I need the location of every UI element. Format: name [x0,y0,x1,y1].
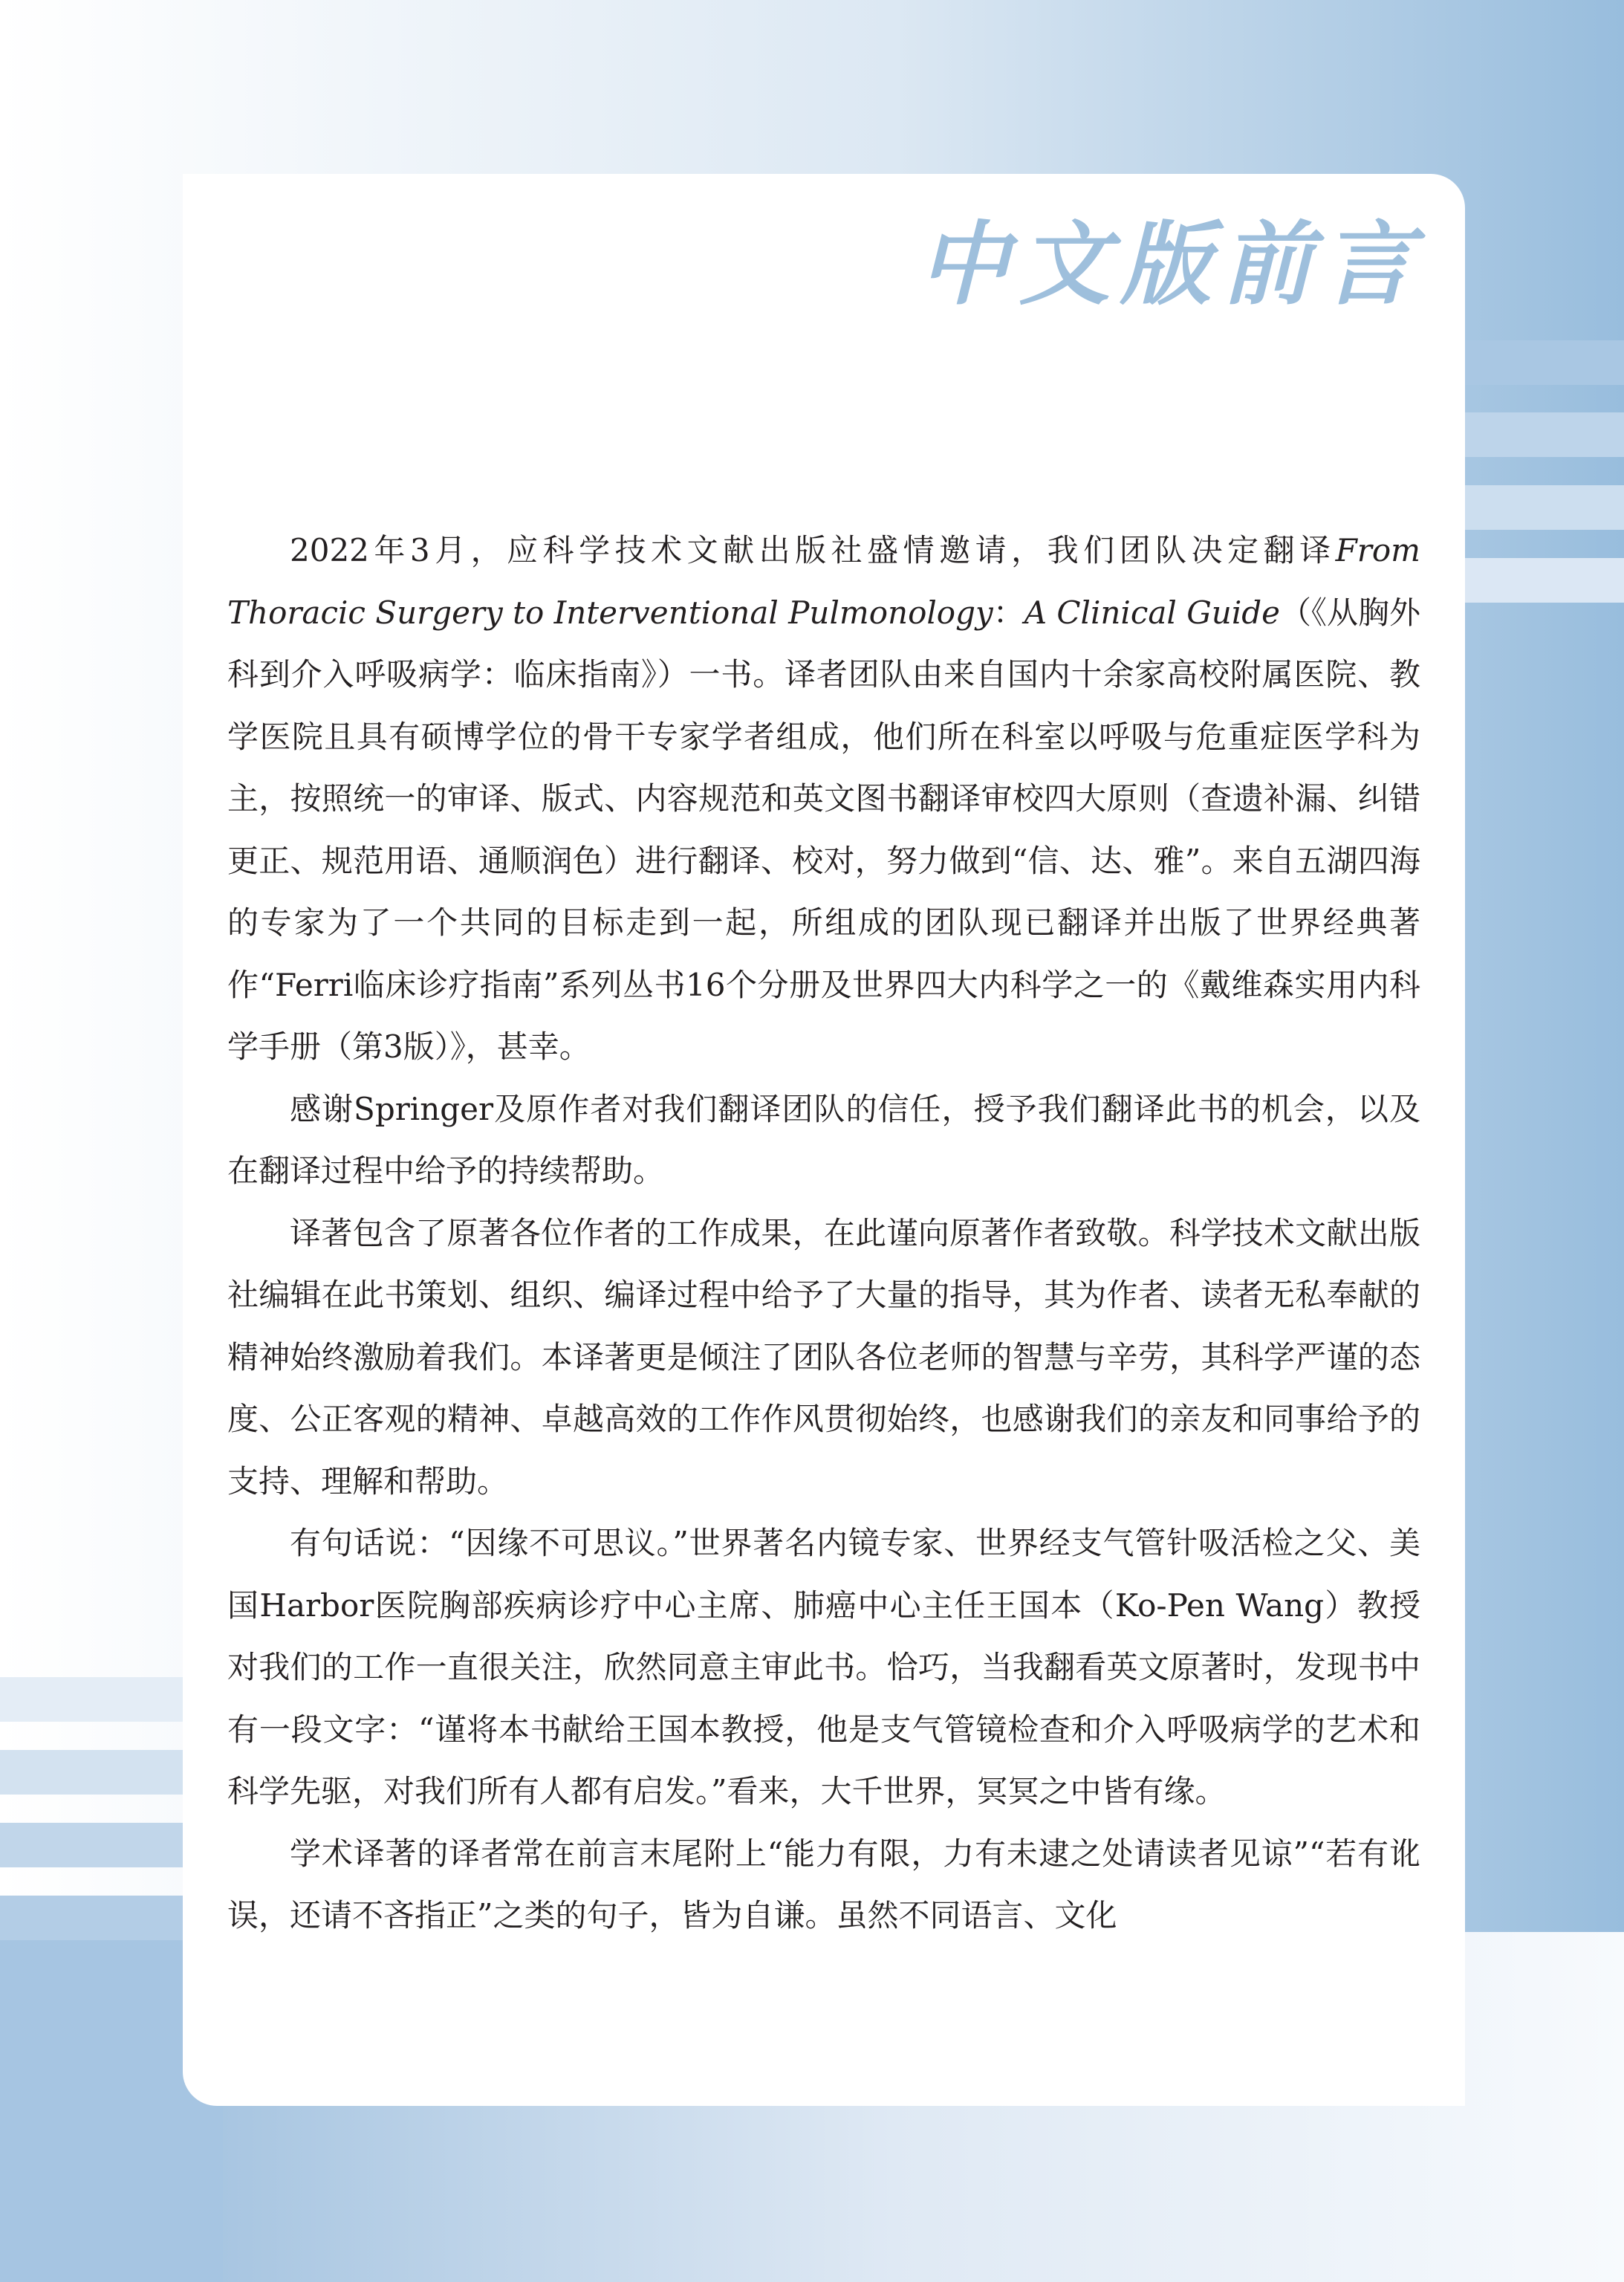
text-run: （《从胸外科到介入呼吸病学：临床指南》）一书。译者团队由来自国内十余家高校附属医院、教学医院且具有硕博学位的骨干专家学者组成，他们所在科室以呼吸与危重症医学科为主，按照统一的审译、版式、内容规范和英文图书翻译审校四大原则（查遗补漏、纠错更正、规范用语、通顺润色）进行翻译、校对，努力做到“信、达、雅”。来自五湖四海的专家为了一个共同的目标走到一起，所组成的团队现已翻译并出版了世界经典著作“Ferri临床诊疗指南”系列丛书16个分册及世界四大内科学之一的《戴维森实用内科学手册（第3版）》，甚幸。 [227,594,1421,1065]
right-stripe-2 [1465,412,1624,457]
english-subtitle-italic: A Clinical Guide [1024,594,1280,631]
left-stripe-3 [0,1823,183,1867]
right-stripe-4 [1465,558,1624,603]
paragraph [227,519,1420,1078]
left-stripe-1 [0,1677,183,1722]
text-run: 2022年3月，应科学技术文献出版社盛情邀请，我们团队决定翻译 [290,532,1336,568]
paragraph [227,1202,1420,1513]
text-run: 有句话说：“因缘不可思议。”世界著名内镜专家、世界经支气管针吸活检之父、美国Harbor医院胸部疾病诊疗中心主席、肺癌中心主任王国本（Ko-Pen Wang）教授对我们的工作一直很关注，欣然同意主审此书。恰巧，当我翻看英文原著时，发现书中有一段文字：“谨将本书献给王国本教授，他是支气管镜检查和介入呼吸病学的艺术和科学先驱，对我们所有人都有启发。”看来，大千世界，冥冥之中皆有缘。 [227,1525,1420,1809]
text-run: 感谢Springer及原作者对我们翻译团队的信任，授予我们翻译此书的机会，以及在翻译过程中给予的持续帮助。 [227,1090,1420,1189]
left-stripe-2 [0,1750,183,1795]
text-run: 学术译著的译者常在前言末尾附上“能力有限，力有未逮之处请读者见谅”“若有讹误，还请不吝指正”之类的句子，皆为自谦。虽然不同语言、文化 [227,1835,1420,1933]
right-stripe-3 [1465,485,1624,530]
page-title: 中文版前言 [918,210,1423,317]
english-title-italic: From Thoracic Surgery to Interventional Pulmonology [227,532,1420,631]
paragraph [227,1823,1420,1947]
right-stripe-1 [1465,340,1624,385]
text-run: ： [993,594,1024,631]
preface-body [227,519,1420,1947]
paragraph [227,1078,1420,1202]
paragraph [227,1512,1420,1823]
text-run: 译著包含了原著各位作者的工作成果，在此谨向原著作者致敬。科学技术文献出版社编辑在此书策划、组织、编译过程中给予了大量的指导，其为作者、读者无私奉献的精神始终激励着我们。本译著更是倾注了团队各位老师的智慧与辛劳，其科学严谨的态度、公正客观的精神、卓越高效的工作作风贯彻始终，也感谢我们的亲友和同事给予的支持、理解和帮助。 [227,1214,1420,1500]
left-stripe-4 [0,1896,183,1940]
